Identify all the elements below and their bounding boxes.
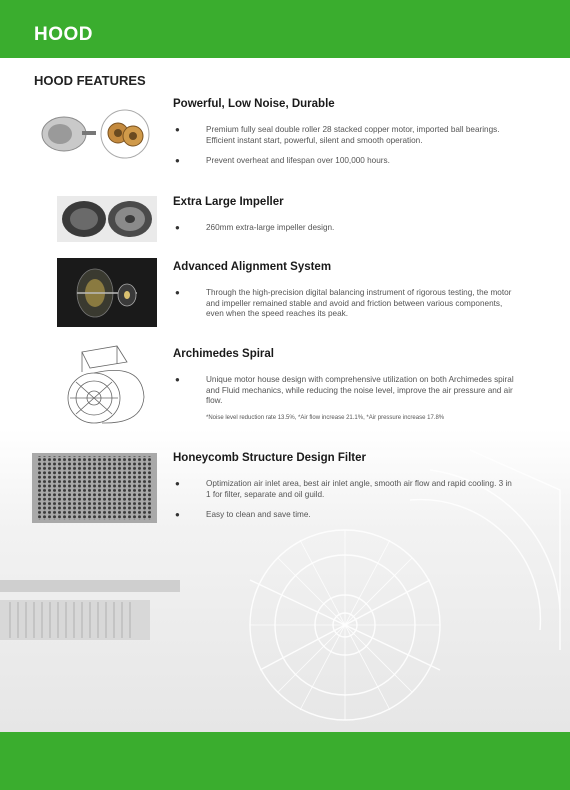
feature-honeycomb-filter xyxy=(0,452,570,532)
feature-bullets xyxy=(173,479,518,531)
feature-bullets xyxy=(173,223,518,244)
feature-title: Honeycomb Structure Design Filter xyxy=(173,452,366,464)
feature-bullets xyxy=(173,288,518,330)
spiral-housing-image xyxy=(62,342,162,428)
alignment-system-image xyxy=(57,258,157,327)
bullet-text: Prevent overheat and lifespan over 100,000 hours. xyxy=(206,156,390,165)
footer-band xyxy=(0,732,570,790)
bullet-dot-icon: ● xyxy=(175,156,180,165)
bullet-dot-icon: ● xyxy=(175,125,180,134)
bullet-dot-icon: ● xyxy=(175,223,180,232)
page-title: HOOD xyxy=(34,24,93,45)
feature-title: Powerful, Low Noise, Durable xyxy=(173,98,335,110)
performance-note: *Noise level reduction rate 13.5%, *Air flow increase 21.1%, *Air pressure increase 17.8% xyxy=(206,415,445,421)
impeller-image xyxy=(57,196,157,242)
bullet-text: Unique motor house design with comprehensive utilization on both Archimedes spiral and Fluid mechanics, while reducing the noise level, improve the air pressure and air flow. xyxy=(206,375,514,405)
bullet-text: Optimization air inlet area, best air inlet angle, smooth air flow and rapid cooling. 3 in 1 for filter, separate and oil guild. xyxy=(206,479,512,499)
bullet-dot-icon: ● xyxy=(175,510,180,519)
bullet-text: Premium fully seal double roller 28 stacked copper motor, imported ball bearings. Efficient instant start, powerful, silent and smooth operation. xyxy=(206,125,500,145)
honeycomb-filter-image xyxy=(32,453,157,523)
bullet-text: Through the high-precision digital balancing instrument of rigorous testing, the motor and impeller remained stable and avoid and friction between various components, even when the speed reaches its peak. xyxy=(206,288,512,318)
bullet-item xyxy=(173,479,518,500)
bullet-dot-icon: ● xyxy=(175,375,180,384)
bullet-item xyxy=(173,223,518,234)
bullet-text: Easy to clean and save time. xyxy=(206,510,311,519)
feature-alignment xyxy=(0,261,570,331)
feature-archimedes-spiral xyxy=(0,348,570,428)
feature-bullets xyxy=(173,375,518,417)
bullet-item xyxy=(173,156,518,167)
feature-powerful-motor xyxy=(0,98,570,183)
bullet-item xyxy=(173,510,518,521)
copper-motor-image xyxy=(38,106,150,162)
bullet-dot-icon: ● xyxy=(175,479,180,488)
bullet-dot-icon: ● xyxy=(175,288,180,297)
feature-title: Archimedes Spiral xyxy=(173,348,274,360)
feature-title: Extra Large Impeller xyxy=(173,196,284,208)
feature-impeller xyxy=(0,196,570,246)
feature-title: Advanced Alignment System xyxy=(173,261,332,273)
section-title: HOOD FEATURES xyxy=(34,73,146,88)
bullet-item xyxy=(173,288,518,320)
bullet-text: 260mm extra-large impeller design. xyxy=(206,223,335,232)
bullet-item xyxy=(173,125,518,146)
bullet-item xyxy=(173,375,518,407)
feature-bullets xyxy=(173,125,518,177)
